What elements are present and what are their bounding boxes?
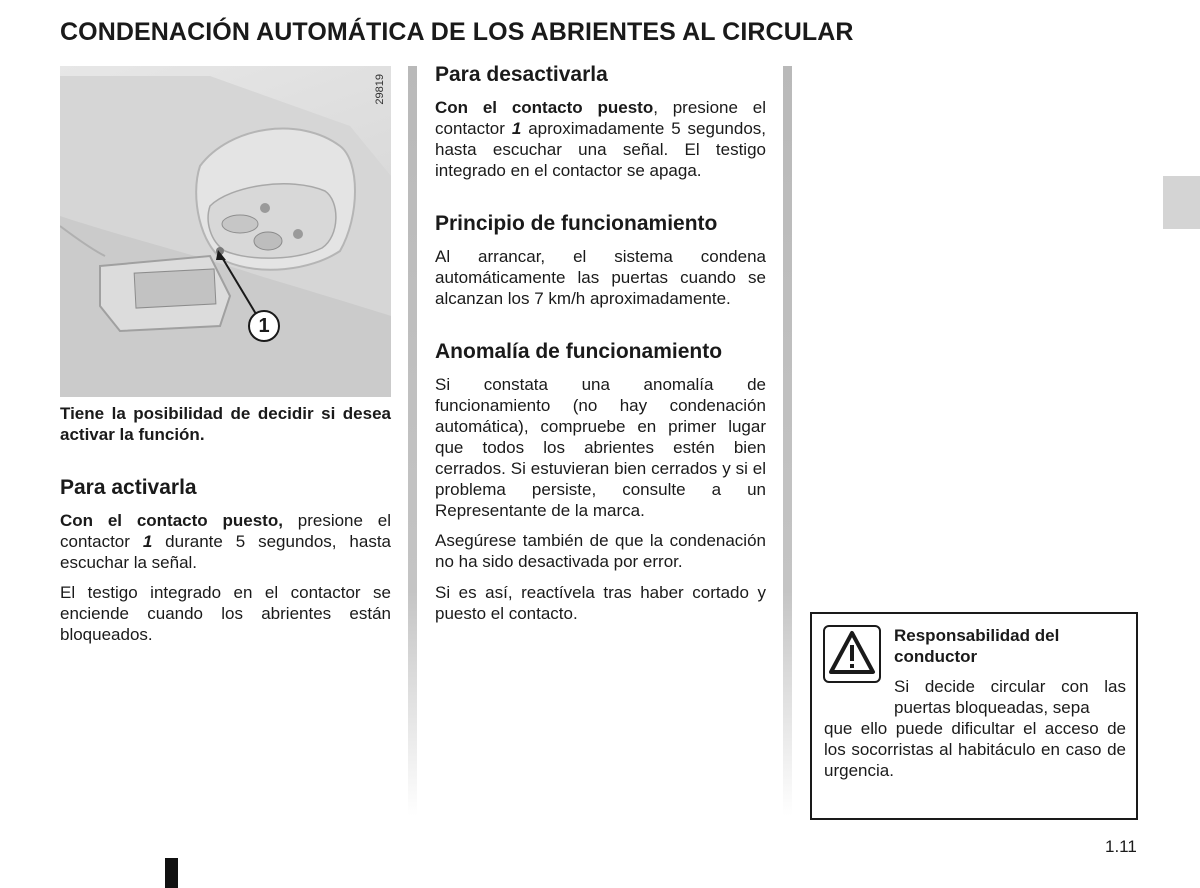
overhead-console-figure [60,66,391,397]
anomaly-paragraph-3: Si es así, reactívela tras haber cortado y puesto el contacto. [435,583,766,623]
heading-principle: Principio de funcionamiento [435,212,718,235]
deactivate-paragraph: Con el contacto puesto, presione el contactor 1 aproximadamente 5 segundos, hasta escuchar una señal. El testigo integrado en el contactor se apaga. [435,98,767,180]
warning-box [810,612,1138,820]
warning-text: Si decide circular con las puertas bloqueadas, sepa [894,677,1126,717]
section-tab [1163,176,1200,229]
column-divider [783,66,792,816]
warning-text-continued: que ello puede dificultar el acceso de los socorristas al habitáculo en caso de urgencia. [824,719,1126,780]
anomaly-paragraph-2: Asegúrese también de que la condenación no ha sido desactivada por error. [435,531,766,571]
heading-anomaly: Anomalía de funcionamiento [435,340,723,363]
activate-paragraph: Con el contacto puesto, presione el contactor 1 durante 5 segundos, hasta escuchar la señal. [60,511,392,572]
principle-paragraph: Al arrancar, el sistema condena automáticamente las puertas cuando se alcanzan los 7 km/h aproximadamente. [435,247,766,308]
callout-1: 1 [248,310,280,342]
column-divider [408,66,417,816]
heading-activate: Para activarla [60,476,197,499]
page-title: CONDENACIÓN AUTOMÁTICA DE LOS ABRIENTES AL CIRCULAR [60,18,854,46]
indicator-paragraph: El testigo integrado en el contactor se enciende cuando los abrientes están bloqueados. [60,583,391,644]
crop-mark [165,858,178,888]
page-number: 1.11 [1105,837,1137,856]
warning-title: Responsabilidad del conductor [894,626,1060,666]
intro-text: Tiene la posibilidad de decidir si desea activar la función. [60,404,391,444]
figure-code: 29819 [374,74,386,105]
anomaly-paragraph-1: Si constata una anomalía de funcionamiento (no hay condenación automática), compruebe en primer lugar que todos los abrientes estén bien cerrados. Si estuvieran bien cerrados y si el problema persiste, consulte a un Representante de la marca. [435,375,766,520]
overhead-console-illustration [60,66,391,397]
warning-triangle-icon [823,625,881,683]
heading-deactivate: Para desactivarla [435,63,608,86]
